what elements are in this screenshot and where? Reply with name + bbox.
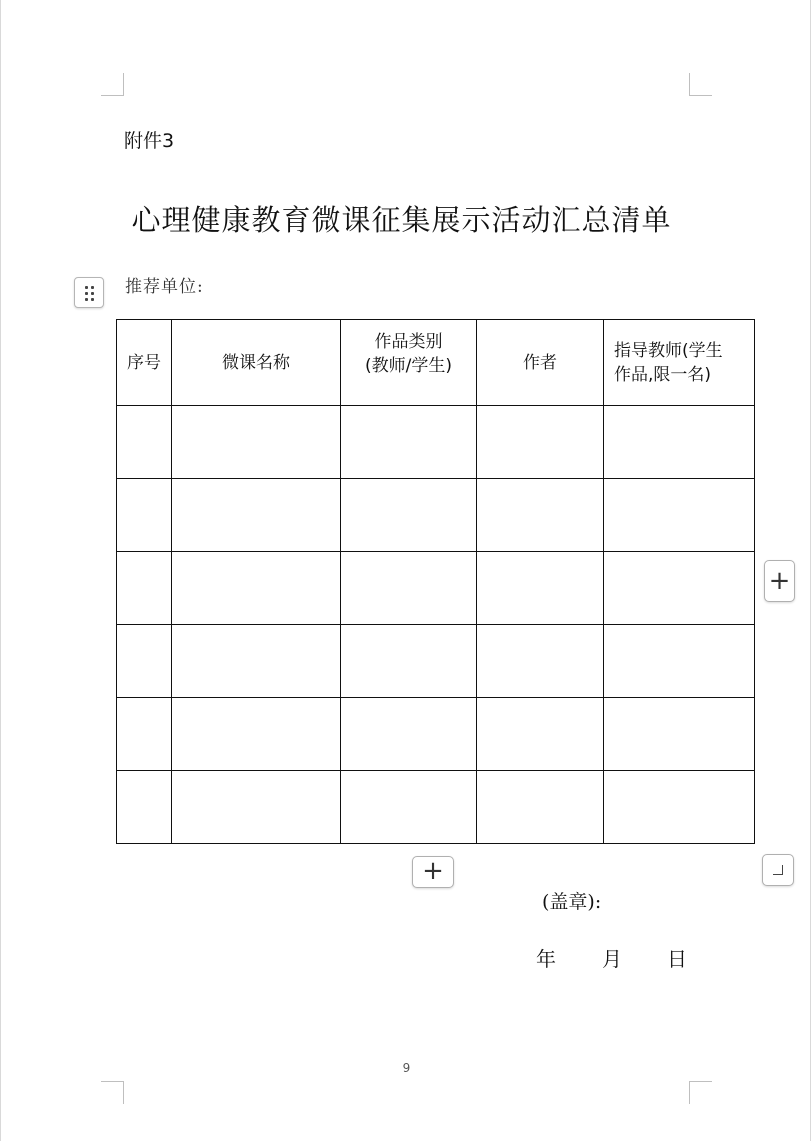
cell-category[interactable] bbox=[341, 479, 477, 552]
summary-table bbox=[116, 319, 755, 844]
table-row bbox=[117, 552, 755, 625]
header-advisor-line1: 指导教师(学生 bbox=[614, 340, 723, 361]
table-row bbox=[117, 406, 755, 479]
attachment-label: 附件3 bbox=[124, 130, 175, 152]
cell-author[interactable] bbox=[477, 625, 604, 698]
document-title: 心理健康教育微课征集展示活动汇总清单 bbox=[131, 203, 672, 237]
cell-course-name[interactable] bbox=[172, 479, 341, 552]
cell-author[interactable] bbox=[477, 552, 604, 625]
cell-author[interactable] bbox=[477, 771, 604, 844]
header-author[interactable]: 作者 bbox=[477, 320, 604, 406]
margin-corner-bottom-right bbox=[689, 1081, 712, 1104]
cell-category[interactable] bbox=[341, 552, 477, 625]
cell-author[interactable] bbox=[477, 479, 604, 552]
drag-handle-icon[interactable] bbox=[74, 277, 104, 308]
cell-advisor[interactable] bbox=[604, 406, 755, 479]
cell-index[interactable] bbox=[117, 698, 172, 771]
cell-index[interactable] bbox=[117, 406, 172, 479]
recommending-unit-label: 推荐单位: bbox=[125, 277, 204, 297]
margin-corner-bottom-left bbox=[101, 1081, 124, 1104]
header-advisor[interactable] bbox=[604, 320, 755, 406]
table-row bbox=[117, 698, 755, 771]
resize-corner-icon[interactable] bbox=[762, 854, 794, 886]
cell-category[interactable] bbox=[341, 406, 477, 479]
table-header-row bbox=[117, 320, 755, 406]
cell-category[interactable] bbox=[341, 625, 477, 698]
cell-index[interactable] bbox=[117, 552, 172, 625]
header-category-line2: (教师/学生) bbox=[365, 355, 452, 376]
cell-index[interactable] bbox=[117, 771, 172, 844]
cell-course-name[interactable] bbox=[172, 406, 341, 479]
header-advisor-line2: 作品,限一名) bbox=[614, 364, 712, 385]
margin-corner-top-right bbox=[689, 73, 712, 96]
header-category[interactable] bbox=[341, 320, 477, 406]
cell-category[interactable] bbox=[341, 698, 477, 771]
date-day-label: 日 bbox=[667, 947, 687, 971]
page-number: 9 bbox=[402, 1061, 411, 1075]
cell-advisor[interactable] bbox=[604, 771, 755, 844]
cell-advisor[interactable] bbox=[604, 552, 755, 625]
cell-course-name[interactable] bbox=[172, 771, 341, 844]
cell-category[interactable] bbox=[341, 771, 477, 844]
plus-icon[interactable]: + bbox=[764, 560, 795, 602]
date-month-label: 月 bbox=[602, 947, 622, 971]
header-index[interactable]: 序号 bbox=[117, 320, 172, 406]
table-row bbox=[117, 479, 755, 552]
cell-course-name[interactable] bbox=[172, 625, 341, 698]
header-course-name[interactable]: 微课名称 bbox=[172, 320, 341, 406]
header-category-line1: 作品类别 bbox=[374, 331, 443, 352]
cell-advisor[interactable] bbox=[604, 479, 755, 552]
date-year-label: 年 bbox=[536, 947, 556, 971]
cell-course-name[interactable] bbox=[172, 552, 341, 625]
cell-author[interactable] bbox=[477, 406, 604, 479]
table-row bbox=[117, 625, 755, 698]
seal-label: (盖章): bbox=[542, 891, 602, 913]
cell-advisor[interactable] bbox=[604, 698, 755, 771]
margin-corner-top-left bbox=[101, 73, 124, 96]
cell-course-name[interactable] bbox=[172, 698, 341, 771]
cell-index[interactable] bbox=[117, 625, 172, 698]
cell-advisor[interactable] bbox=[604, 625, 755, 698]
cell-index[interactable] bbox=[117, 479, 172, 552]
plus-icon[interactable]: + bbox=[412, 856, 454, 888]
cell-author[interactable] bbox=[477, 698, 604, 771]
table-row bbox=[117, 771, 755, 844]
